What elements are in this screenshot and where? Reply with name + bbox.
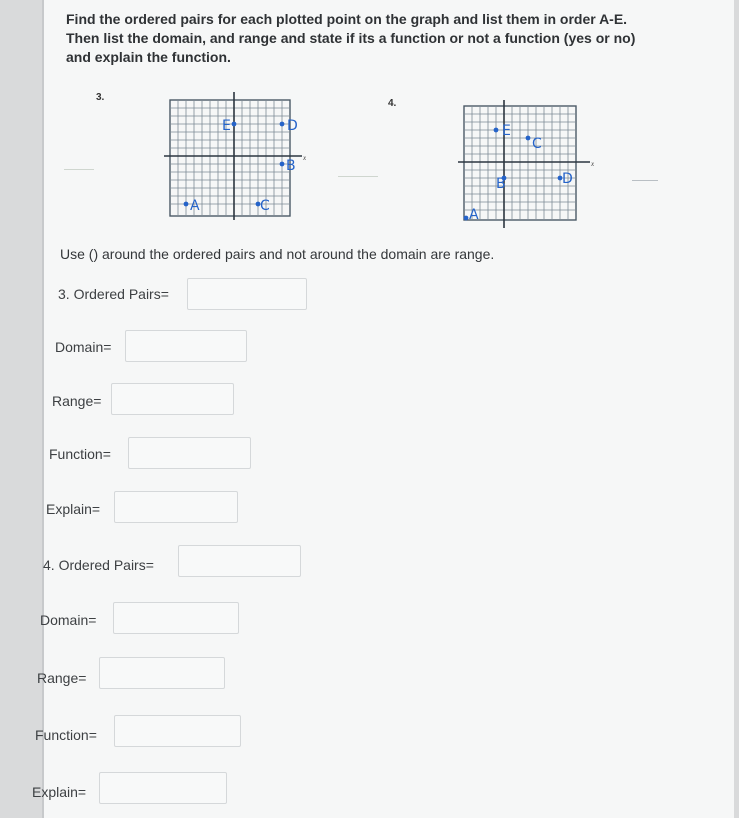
- graph-4: [456, 100, 606, 228]
- q4-domain-label: Domain=: [40, 612, 97, 628]
- instructions: [66, 10, 676, 67]
- point-d: [280, 122, 285, 127]
- point-a-label: A: [190, 198, 200, 214]
- point-c-label: C: [260, 198, 270, 214]
- point-e: [494, 128, 499, 133]
- point-c: [526, 136, 531, 141]
- divider-line: [632, 180, 658, 181]
- q4-ordered-pairs-label: 4. Ordered Pairs=: [43, 557, 154, 573]
- q3-function-label: Function=: [49, 446, 111, 462]
- q4-domain-input[interactable]: [113, 602, 239, 634]
- divider-line: [338, 176, 378, 177]
- q4-function-label: Function=: [35, 727, 97, 743]
- point-b-label: B: [286, 158, 296, 174]
- point-a: [464, 216, 469, 221]
- q3-domain-input[interactable]: [125, 330, 247, 362]
- divider-line: [64, 169, 94, 170]
- point-e-label: E: [502, 123, 511, 139]
- instructions-line-2: Then list the domain, and range and state if its a function or not a function (yes or no): [66, 30, 636, 46]
- q3-explain-label: Explain=: [46, 501, 101, 517]
- instructions-line-1: Find the ordered pairs for each plotted point on the graph and list them in order A-E.: [66, 11, 628, 27]
- x-axis-label: x: [303, 154, 307, 162]
- point-d-label: D: [287, 118, 298, 134]
- point-d-label: D: [562, 171, 573, 187]
- q4-explain-label: Explain=: [32, 784, 87, 800]
- point-e: [232, 122, 237, 127]
- q3-function-input[interactable]: [128, 437, 251, 469]
- point-e-label: E: [222, 118, 231, 134]
- q4-range-input[interactable]: [99, 657, 225, 689]
- q3-domain-label: Domain=: [55, 339, 112, 355]
- q4-ordered-pairs-input[interactable]: [178, 545, 301, 577]
- instructions-line-3: and explain the function.: [66, 49, 231, 65]
- q3-ordered-pairs-input[interactable]: [187, 278, 307, 310]
- point-c-label: C: [532, 136, 542, 152]
- q4-range-label: Range=: [37, 670, 87, 686]
- q4-explain-input[interactable]: [99, 772, 227, 804]
- x-axis-label: x: [591, 160, 595, 168]
- graph-3: [162, 92, 312, 220]
- point-a: [184, 202, 189, 207]
- note-text: Use () around the ordered pairs and not around the domain are range.: [60, 246, 495, 262]
- q3-range-input[interactable]: [111, 383, 234, 415]
- q3-range-label: Range=: [52, 393, 102, 409]
- point-b-label: B: [496, 176, 506, 192]
- q4-function-input[interactable]: [114, 715, 241, 747]
- point-a-label: A: [469, 207, 479, 223]
- q3-explain-input[interactable]: [114, 491, 238, 523]
- graph-3-number: 3.: [96, 92, 105, 103]
- graph-4-number: 4.: [388, 98, 397, 109]
- q3-ordered-pairs-label: 3. Ordered Pairs=: [58, 286, 169, 302]
- point-b: [280, 162, 285, 167]
